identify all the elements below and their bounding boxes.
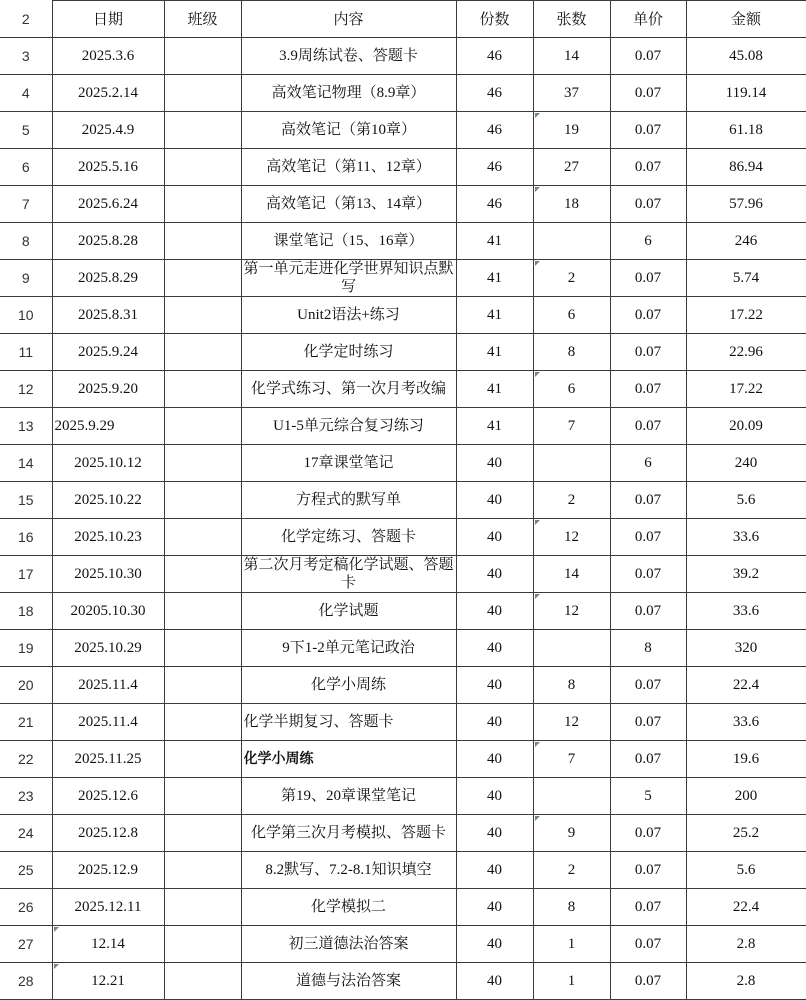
amount-column-header[interactable]: 金额 (686, 1, 806, 38)
amount-cell[interactable]: 5.6 (686, 482, 806, 519)
class-cell[interactable] (164, 926, 241, 963)
date-cell[interactable]: 2025.4.9 (52, 112, 164, 149)
content-text: 17章课堂笔记 (303, 455, 394, 471)
amount-cell[interactable]: 39.2 (686, 556, 806, 593)
content-cell[interactable] (241, 815, 456, 852)
class-cell[interactable] (164, 741, 241, 778)
sheets-cell[interactable]: 19 (533, 112, 610, 149)
sheets-cell[interactable]: 2 (533, 852, 610, 889)
amount-cell[interactable]: 45.08 (686, 38, 806, 75)
content-cell[interactable] (241, 75, 456, 112)
copies-cell[interactable]: 46 (456, 149, 533, 186)
class-cell[interactable] (164, 186, 241, 223)
copies-cell[interactable]: 41 (456, 297, 533, 334)
sheets-cell[interactable]: 12 (533, 593, 610, 630)
content-column-header[interactable]: 内容 (241, 1, 456, 38)
row-number-cell[interactable]: 11 (0, 334, 52, 371)
class-cell[interactable] (164, 556, 241, 593)
content-text: 8.2默写、7.2-8.1知识填空 (265, 862, 432, 878)
amount-cell[interactable]: 22.4 (686, 889, 806, 926)
date-cell[interactable]: 2025.10.12 (52, 445, 164, 482)
class-cell[interactable] (164, 815, 241, 852)
content-cell[interactable] (241, 186, 456, 223)
price-cell[interactable]: 0.07 (610, 186, 686, 223)
class-cell[interactable] (164, 482, 241, 519)
amount-cell[interactable]: 22.96 (686, 334, 806, 371)
price-cell[interactable]: 6 (610, 223, 686, 260)
row-number-cell[interactable]: 3 (0, 38, 52, 75)
copies-cell[interactable]: 40 (456, 482, 533, 519)
class-cell[interactable] (164, 778, 241, 815)
class-cell[interactable] (164, 408, 241, 445)
content-text: 第19、20章课堂笔记 (280, 788, 416, 804)
class-cell[interactable] (164, 630, 241, 667)
amount-cell[interactable]: 22.4 (686, 667, 806, 704)
date-cell[interactable]: 2025.8.31 (52, 297, 164, 334)
date-cell[interactable]: 2025.12.11 (52, 889, 164, 926)
row-number-cell[interactable]: 16 (0, 519, 52, 556)
date-cell[interactable]: 2025.8.29 (52, 260, 164, 297)
date-cell[interactable]: 12.14 (52, 926, 164, 963)
content-cell[interactable] (241, 667, 456, 704)
content-text: 化学试题 (318, 603, 379, 619)
price-cell[interactable]: 0.07 (610, 667, 686, 704)
amount-cell[interactable]: 5.6 (686, 852, 806, 889)
amount-cell[interactable]: 17.22 (686, 371, 806, 408)
price-cell[interactable]: 0.07 (610, 408, 686, 445)
copies-cell[interactable]: 41 (456, 408, 533, 445)
amount-cell[interactable]: 19.6 (686, 741, 806, 778)
table-row (0, 667, 806, 704)
date-cell[interactable]: 2025.11.4 (52, 667, 164, 704)
amount-cell[interactable]: 33.6 (686, 704, 806, 741)
content-cell[interactable] (241, 963, 456, 1000)
class-cell[interactable] (164, 112, 241, 149)
table-row (0, 963, 806, 1000)
copies-cell[interactable]: 46 (456, 38, 533, 75)
price-cell[interactable]: 6 (610, 445, 686, 482)
table-row (0, 926, 806, 963)
content-cell[interactable] (241, 445, 456, 482)
price-cell[interactable]: 0.07 (610, 556, 686, 593)
content-text: 课堂笔记（15、16章） (273, 233, 424, 249)
content-cell[interactable] (241, 704, 456, 741)
amount-cell[interactable]: 61.18 (686, 112, 806, 149)
table-row (0, 75, 806, 112)
date-cell[interactable]: 2025.10.29 (52, 630, 164, 667)
class-cell[interactable] (164, 75, 241, 112)
date-cell[interactable]: 2025.11.4 (52, 704, 164, 741)
table-row (0, 482, 806, 519)
amount-cell[interactable]: 2.8 (686, 926, 806, 963)
amount-cell[interactable]: 200 (686, 778, 806, 815)
amount-cell[interactable]: 33.6 (686, 519, 806, 556)
price-cell[interactable]: 0.07 (610, 75, 686, 112)
amount-cell[interactable]: 20.09 (686, 408, 806, 445)
row-number-cell[interactable]: 28 (0, 963, 52, 1000)
sheets-cell[interactable]: 9 (533, 815, 610, 852)
sheets-cell[interactable]: 1 (533, 963, 610, 1000)
content-text: 化学小周练 (310, 677, 386, 693)
content-text: 高效笔记（第11、12章） (266, 159, 431, 175)
table-row (0, 112, 806, 149)
content-cell[interactable] (241, 371, 456, 408)
content-cell[interactable] (241, 630, 456, 667)
table-row (0, 593, 806, 630)
class-cell[interactable] (164, 297, 241, 334)
sheets-cell[interactable]: 14 (533, 556, 610, 593)
content-cell[interactable] (241, 260, 456, 297)
price-cell[interactable]: 0.07 (610, 112, 686, 149)
class-cell[interactable] (164, 667, 241, 704)
copies-cell[interactable]: 41 (456, 334, 533, 371)
class-cell[interactable] (164, 260, 241, 297)
sheets-cell[interactable]: 2 (533, 482, 610, 519)
amount-cell[interactable]: 5.74 (686, 260, 806, 297)
class-cell[interactable] (164, 852, 241, 889)
date-cell[interactable]: 20205.10.30 (52, 593, 164, 630)
price-cell[interactable]: 0.07 (610, 149, 686, 186)
content-text: 初三道德法治答案 (288, 936, 409, 952)
content-cell[interactable] (241, 223, 456, 260)
price-cell[interactable]: 0.07 (610, 815, 686, 852)
date-cell[interactable]: 2025.9.20 (52, 371, 164, 408)
price-cell[interactable]: 0.07 (610, 371, 686, 408)
copies-cell[interactable]: 41 (456, 371, 533, 408)
copies-column-header[interactable]: 份数 (456, 1, 533, 38)
date-cell[interactable]: 2025.11.25 (52, 741, 164, 778)
table-row (0, 630, 806, 667)
sheets-column-header[interactable]: 张数 (533, 1, 610, 38)
class-cell[interactable] (164, 38, 241, 75)
sheets-cell[interactable]: 8 (533, 667, 610, 704)
content-text: 化学定时练习 (303, 344, 394, 360)
content-text: 化学小周练 (243, 751, 314, 767)
copies-cell[interactable]: 46 (456, 75, 533, 112)
sheets-cell[interactable]: 1 (533, 926, 610, 963)
content-text: 9下1-2单元笔记政治 (282, 640, 415, 656)
sheets-cell[interactable]: 27 (533, 149, 610, 186)
sheets-cell[interactable]: 7 (533, 408, 610, 445)
content-cell[interactable] (241, 112, 456, 149)
table-row (0, 778, 806, 815)
row-number-cell[interactable]: 8 (0, 223, 52, 260)
price-cell[interactable]: 0.07 (610, 963, 686, 1000)
row-number-cell[interactable]: 13 (0, 408, 52, 445)
sheets-cell[interactable]: 14 (533, 38, 610, 75)
table-row (0, 260, 806, 297)
copies-cell[interactable]: 46 (456, 112, 533, 149)
content-text: 道德与法治答案 (295, 973, 401, 989)
class-cell[interactable] (164, 519, 241, 556)
table-row (0, 38, 806, 75)
sheets-cell[interactable]: 12 (533, 519, 610, 556)
sheets-cell[interactable] (533, 445, 610, 482)
copies-cell[interactable]: 40 (456, 852, 533, 889)
content-text: 化学定练习、答题卡 (280, 529, 416, 545)
sheets-cell[interactable]: 7 (533, 741, 610, 778)
price-cell[interactable]: 0.07 (610, 889, 686, 926)
price-cell[interactable]: 0.07 (610, 852, 686, 889)
amount-cell[interactable]: 320 (686, 630, 806, 667)
copies-cell[interactable]: 40 (456, 889, 533, 926)
price-cell[interactable]: 0.07 (610, 38, 686, 75)
row-number-header[interactable]: 2 (0, 1, 52, 38)
sheets-cell[interactable]: 12 (533, 704, 610, 741)
row-number-cell[interactable]: 26 (0, 889, 52, 926)
row-number-cell[interactable]: 25 (0, 852, 52, 889)
price-cell[interactable]: 0.07 (610, 926, 686, 963)
content-text: Unit2语法+练习 (297, 307, 400, 323)
amount-cell[interactable]: 57.96 (686, 186, 806, 223)
date-cell[interactable]: 2025.12.9 (52, 852, 164, 889)
content-cell[interactable] (241, 38, 456, 75)
price-cell[interactable]: 5 (610, 778, 686, 815)
table-body (0, 38, 806, 1000)
price-cell[interactable]: 0.07 (610, 593, 686, 630)
price-column-header[interactable]: 单价 (610, 1, 686, 38)
content-cell[interactable] (241, 297, 456, 334)
content-text: 方程式的默写单 (295, 492, 401, 508)
content-text: 高效笔记（第10章） (280, 122, 416, 138)
row-number-cell[interactable]: 19 (0, 630, 52, 667)
content-text: 3.9周练试卷、答题卡 (279, 48, 418, 64)
row-number-cell[interactable]: 10 (0, 297, 52, 334)
price-cell[interactable]: 0.07 (610, 334, 686, 371)
amount-cell[interactable]: 33.6 (686, 593, 806, 630)
row-number-cell[interactable]: 14 (0, 445, 52, 482)
content-cell[interactable] (241, 778, 456, 815)
amount-cell[interactable]: 119.14 (686, 75, 806, 112)
price-cell[interactable]: 0.07 (610, 519, 686, 556)
content-cell[interactable] (241, 556, 456, 593)
amount-cell[interactable]: 25.2 (686, 815, 806, 852)
content-text: 高效笔记物理（8.9章） (271, 85, 426, 101)
row-number-cell[interactable]: 18 (0, 593, 52, 630)
sheets-cell[interactable]: 2 (533, 260, 610, 297)
content-text: 化学第三次月考模拟、答题卡 (250, 825, 446, 841)
copies-cell[interactable]: 40 (456, 815, 533, 852)
table-row (0, 704, 806, 741)
row-number-cell[interactable]: 7 (0, 186, 52, 223)
table-row (0, 889, 806, 926)
sheets-cell[interactable] (533, 223, 610, 260)
date-cell[interactable]: 2025.9.29 (52, 408, 164, 445)
copies-cell[interactable]: 41 (456, 223, 533, 260)
date-cell[interactable]: 2025.12.8 (52, 815, 164, 852)
amount-cell[interactable]: 17.22 (686, 297, 806, 334)
price-cell[interactable]: 8 (610, 630, 686, 667)
row-number-cell[interactable]: 20 (0, 667, 52, 704)
content-cell[interactable] (241, 149, 456, 186)
sheets-cell[interactable]: 6 (533, 371, 610, 408)
copies-cell[interactable]: 40 (456, 667, 533, 704)
table-row (0, 186, 806, 223)
date-cell[interactable]: 2025.3.6 (52, 38, 164, 75)
table-row (0, 371, 806, 408)
content-cell[interactable] (241, 889, 456, 926)
row-number-cell[interactable]: 9 (0, 260, 52, 297)
content-text: 高效笔记（第13、14章） (265, 196, 431, 212)
price-cell[interactable]: 0.07 (610, 704, 686, 741)
date-cell[interactable]: 2025.6.24 (52, 186, 164, 223)
content-cell[interactable] (241, 408, 456, 445)
content-text: 化学半期复习、答题卡 (243, 714, 394, 730)
date-cell[interactable]: 2025.2.14 (52, 75, 164, 112)
content-cell[interactable] (241, 741, 456, 778)
copies-cell[interactable]: 40 (456, 519, 533, 556)
class-cell[interactable] (164, 334, 241, 371)
header-row (0, 1, 806, 38)
date-cell[interactable]: 2025.12.6 (52, 778, 164, 815)
sheets-cell[interactable] (533, 630, 610, 667)
row-number-cell[interactable]: 6 (0, 149, 52, 186)
row-number-cell[interactable]: 12 (0, 371, 52, 408)
date-cell[interactable]: 2025.10.23 (52, 519, 164, 556)
content-cell[interactable] (241, 926, 456, 963)
sheets-cell[interactable]: 6 (533, 297, 610, 334)
sheets-cell[interactable]: 37 (533, 75, 610, 112)
content-cell[interactable] (241, 334, 456, 371)
copies-cell[interactable]: 40 (456, 741, 533, 778)
content-cell[interactable] (241, 593, 456, 630)
content-text: U1-5单元综合复习练习 (273, 418, 424, 434)
table-row (0, 223, 806, 260)
price-cell[interactable]: 0.07 (610, 482, 686, 519)
row-number-cell[interactable]: 21 (0, 704, 52, 741)
class-cell[interactable] (164, 704, 241, 741)
class-cell[interactable] (164, 371, 241, 408)
amount-cell[interactable]: 240 (686, 445, 806, 482)
date-cell[interactable]: 2025.10.22 (52, 482, 164, 519)
row-number-cell[interactable]: 4 (0, 75, 52, 112)
content-text: 第二次月考定稿化学试题、答题卡 (243, 557, 454, 591)
table-row (0, 334, 806, 371)
date-column-header[interactable]: 日期 (52, 1, 164, 38)
amount-cell[interactable]: 86.94 (686, 149, 806, 186)
amount-cell[interactable]: 246 (686, 223, 806, 260)
date-cell[interactable]: 2025.9.24 (52, 334, 164, 371)
price-cell[interactable]: 0.07 (610, 741, 686, 778)
content-text: 化学式练习、第一次月考改编 (250, 381, 446, 397)
sheets-cell[interactable]: 8 (533, 889, 610, 926)
copies-cell[interactable]: 40 (456, 556, 533, 593)
row-number-cell[interactable]: 27 (0, 926, 52, 963)
class-cell[interactable] (164, 223, 241, 260)
date-cell[interactable]: 12.21 (52, 963, 164, 1000)
row-number-cell[interactable]: 23 (0, 778, 52, 815)
price-cell[interactable]: 0.07 (610, 260, 686, 297)
copies-cell[interactable]: 40 (456, 778, 533, 815)
sheets-cell[interactable]: 18 (533, 186, 610, 223)
table-row (0, 519, 806, 556)
sheets-cell[interactable] (533, 778, 610, 815)
date-cell[interactable]: 2025.8.28 (52, 223, 164, 260)
class-cell[interactable] (164, 889, 241, 926)
sheets-cell[interactable]: 8 (533, 334, 610, 371)
content-cell[interactable] (241, 852, 456, 889)
price-cell[interactable]: 0.07 (610, 297, 686, 334)
class-cell[interactable] (164, 593, 241, 630)
table-row (0, 815, 806, 852)
amount-cell[interactable]: 2.8 (686, 963, 806, 1000)
table-row (0, 741, 806, 778)
copies-cell[interactable]: 40 (456, 445, 533, 482)
content-cell[interactable] (241, 519, 456, 556)
copies-cell[interactable]: 40 (456, 963, 533, 1000)
content-text: 化学模拟二 (310, 899, 386, 915)
class-cell[interactable] (164, 963, 241, 1000)
class-column-header[interactable]: 班级 (164, 1, 241, 38)
content-text: 第一单元走进化学世界知识点默写 (243, 261, 454, 295)
class-cell[interactable] (164, 445, 241, 482)
copies-cell[interactable]: 40 (456, 630, 533, 667)
copies-cell[interactable]: 46 (456, 186, 533, 223)
date-cell[interactable]: 2025.5.16 (52, 149, 164, 186)
row-number-cell[interactable]: 15 (0, 482, 52, 519)
copies-cell[interactable]: 40 (456, 704, 533, 741)
row-number-cell[interactable]: 17 (0, 556, 52, 593)
class-cell[interactable] (164, 149, 241, 186)
row-number-cell[interactable]: 24 (0, 815, 52, 852)
table-row (0, 556, 806, 593)
table-row (0, 297, 806, 334)
table-row (0, 445, 806, 482)
copies-cell[interactable]: 40 (456, 593, 533, 630)
table-row (0, 149, 806, 186)
copies-cell[interactable]: 41 (456, 260, 533, 297)
content-cell[interactable] (241, 482, 456, 519)
copies-cell[interactable]: 40 (456, 926, 533, 963)
row-number-cell[interactable]: 5 (0, 112, 52, 149)
date-cell[interactable]: 2025.10.30 (52, 556, 164, 593)
row-number-cell[interactable]: 22 (0, 741, 52, 778)
table-row (0, 408, 806, 445)
table-row (0, 852, 806, 889)
